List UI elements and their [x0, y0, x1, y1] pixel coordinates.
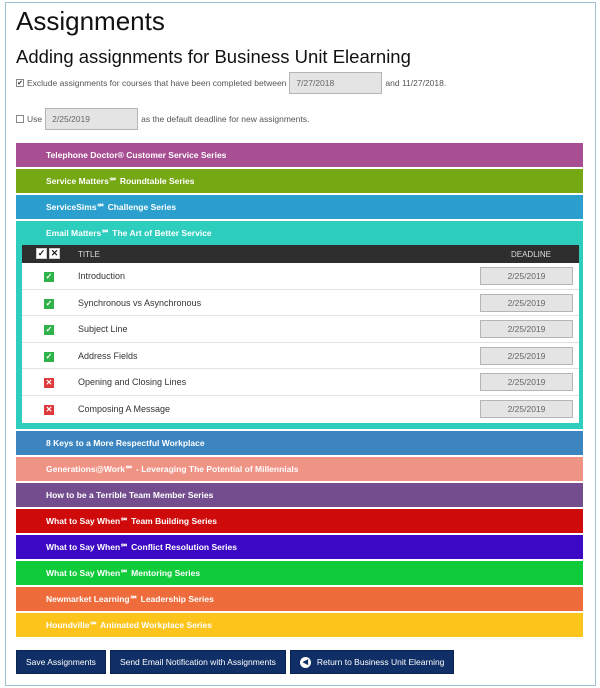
page-title: Assignments [16, 6, 165, 36]
column-header-deadline: DEADLINE [510, 250, 551, 259]
checkbox-checked-icon[interactable]: ✓ [45, 272, 53, 281]
series-list [16, 143, 583, 639]
series-bar-telephone-doctor-customer-service-series[interactable]: Telephone Doctor® Customer Service Series [16, 143, 583, 167]
lesson-row [22, 369, 579, 396]
lesson-deadline-input[interactable]: 2/25/2019 [480, 294, 573, 312]
lesson-deadline-input[interactable]: 2/25/2019 [480, 320, 573, 338]
lesson-table-header [22, 245, 579, 263]
return-button-label: Return to Business Unit Elearning [316, 657, 445, 667]
lesson-table-body [22, 263, 579, 423]
series-bar-what-to-say-when-team-building-series[interactable]: What to Say When℠ Team Building Series [16, 509, 583, 533]
default-deadline-checkbox[interactable] [16, 115, 24, 123]
column-header-title: TITLE [78, 250, 100, 259]
exclude-text-before: Exclude assignments for courses that have been completed between [27, 78, 287, 88]
lesson-row [22, 396, 579, 423]
checkbox-checked-icon[interactable]: ✓ [45, 325, 53, 335]
arrow-left-circle-icon: ◀ [300, 657, 311, 668]
lesson-title: Subject Line [78, 324, 128, 335]
default-deadline-input[interactable]: 2/25/2019 [45, 108, 138, 130]
lesson-title: Composing A Message [78, 403, 171, 414]
exclude-completed-checkbox[interactable]: ✔ [17, 79, 23, 87]
series-bar-service-matters-roundtable-series[interactable]: Service Matters℠ Roundtable Series [16, 169, 583, 193]
lesson-deadline-input[interactable]: 2/25/2019 [480, 400, 573, 418]
series-bar-houndville-animated-workplace-series[interactable]: Houndville℠ Animated Workplace Series [16, 613, 583, 637]
action-buttons [16, 650, 454, 674]
lesson-deadline-input[interactable]: 2/25/2019 [480, 373, 573, 391]
series-bar-how-to-be-a-terrible-team-member-series[interactable]: How to be a Terrible Team Member Series [16, 483, 583, 507]
checkbox-checked-icon[interactable]: ✓ [45, 351, 53, 361]
checkbox-x-icon[interactable]: ✕ [50, 248, 59, 258]
lesson-title: Opening and Closing Lines [78, 377, 187, 388]
lesson-deadline-input[interactable]: 2/25/2019 [480, 347, 573, 365]
save-assignments-button[interactable]: Save Assignments [16, 650, 106, 674]
lesson-row [22, 290, 579, 317]
series-bar-what-to-say-when-mentoring-series[interactable]: What to Say When℠ Mentoring Series [16, 561, 583, 585]
series-bar-email-matters[interactable]: Email Matters℠ The Art of Better Service [16, 221, 583, 245]
lesson-row [22, 316, 579, 343]
exclude-completed-option [16, 72, 446, 94]
page-subtitle: Adding assignments for Business Unit Elearning [16, 46, 411, 67]
checkbox-checked-icon[interactable]: ✓ [45, 298, 53, 308]
return-button[interactable] [290, 650, 455, 674]
lesson-title: Address Fields [78, 350, 138, 361]
series-bar-8-keys-to-a-more-respectful-workplace[interactable]: 8 Keys to a More Respectful Workplace [16, 431, 583, 455]
default-deadline-text-after: as the default deadline for new assignments. [141, 114, 310, 124]
lesson-row [22, 343, 579, 370]
series-bar-generations-work-leveraging-the-potentia[interactable]: Generations@Work℠ - Leveraging The Potential of Millennials [16, 457, 583, 481]
checkbox-x-icon[interactable]: ✕ [45, 378, 53, 388]
exclude-date-from-input[interactable]: 7/27/2018 [289, 72, 382, 94]
default-deadline-text-before: Use [27, 114, 43, 124]
series-bar-servicesims-challenge-series[interactable]: ServiceSims℠ Challenge Series [16, 195, 583, 219]
lesson-title: Introduction [78, 271, 126, 281]
lesson-row [22, 263, 579, 290]
lesson-title: Synchronous vs Asynchronous [78, 297, 202, 308]
send-email-notification-button[interactable]: Send Email Notification with Assignments [110, 650, 286, 674]
series-bar-newmarket-learning-leadership-series[interactable]: Newmarket Learning℠ Leadership Series [16, 587, 583, 611]
series-expanded-panel [16, 221, 583, 429]
lesson-deadline-input[interactable]: 2/25/2019 [480, 267, 573, 285]
default-deadline-option [16, 108, 309, 130]
checkbox-checked-icon[interactable]: ✓ [37, 248, 46, 258]
series-bar-what-to-say-when-conflict-resolution-ser[interactable]: What to Say When℠ Conflict Resolution Series [16, 535, 583, 559]
exclude-text-after: and 11/27/2018. [385, 78, 447, 88]
checkbox-x-icon[interactable]: ✕ [45, 404, 53, 414]
